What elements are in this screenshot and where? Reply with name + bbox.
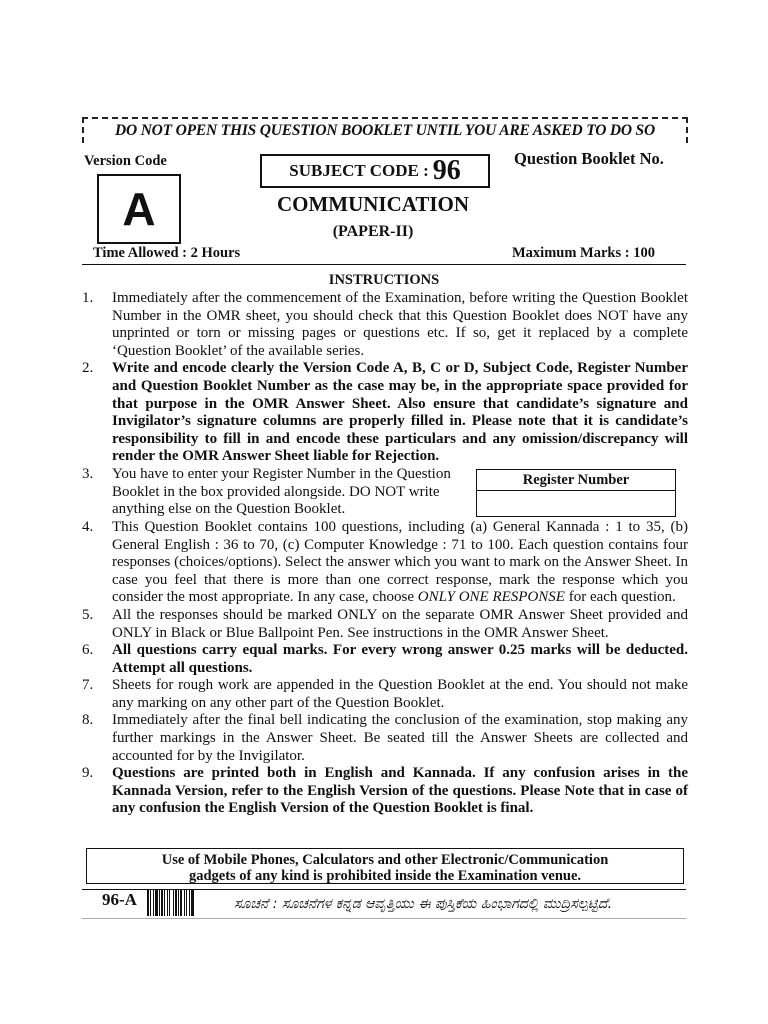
instructions-list <box>82 290 688 818</box>
instruction-item: 4. This Question Booklet contains 100 questions, including (a) General Kannada : 1 to 35, (b) General English : 36 to 70, (c) Computer Knowledge : 71 to 100. Each question contains four responses (choices/options). Select the answer which you want to mark on the Answer Sheet. In case you feel that there is more than one correct response, mark the response which you consider the most appropriate. In any case, choose ONLY ONE RESPONSE for each question. <box>82 518 688 606</box>
instruction-item: 7. Sheets for rough work are appended in the Question Booklet at the end. You should not make any marking on any other part of the Question Booklet. <box>82 677 688 711</box>
warning-text: DO NOT OPEN THIS QUESTION BOOKLET UNTIL YOU ARE ASKED TO DO SO <box>115 122 655 139</box>
notice-line: Use of Mobile Phones, Calculators and other Electronic/Communication <box>161 852 609 868</box>
barcode-bar <box>164 890 165 916</box>
barcode-bar <box>161 890 163 916</box>
header-divider <box>82 264 686 265</box>
register-number-label: Register Number <box>477 470 675 491</box>
subject-code-box <box>260 154 490 188</box>
notice-box <box>86 848 684 884</box>
instruction-item: 3. You have to enter your Register Number in the Question Booklet in the box provided alongside. DO NOT write anything else on the Question Booklet. <box>82 465 451 518</box>
barcode-bar <box>159 890 160 916</box>
barcode-bar <box>178 890 179 916</box>
instruction-item: 1. Immediately after the commencement of the Examination, before writing the Question Booklet Number in the OMR sheet, you should check that this Question Booklet does NOT have any unprinted or torn or missing pages or questions etc. If so, get it replaced by a complete ‘Question Booklet’ of the available series. <box>82 290 688 359</box>
barcode-icon <box>147 890 229 916</box>
barcode-bar <box>167 890 168 916</box>
notice-line: gadgets of any kind is prohibited inside the Examination venue. <box>188 868 582 884</box>
instruction-item: 8. Immediately after the final bell indicating the conclusion of the examination, stop making any further markings in the Answer Sheet. Be seated till the Answer Sheets are collected and accounted for by the Invigilator. <box>82 712 688 764</box>
barcode-bar <box>155 890 158 916</box>
barcode-bar <box>184 890 185 916</box>
barcode-bar <box>186 890 187 916</box>
kannada-note: ಸೂಚನೆ : ಸೂಚನೆಗಳ ಕನ್ನಡ ಆವೃತ್ತಿಯು ಈ ಪುಸ್ತಿಕೆಯ ಹಿಂಭಾಗದಲ್ಲಿ ಮುದ್ರಿಸಲ್ಪಟ್ಟಿದೆ. <box>234 896 613 912</box>
barcode-bar <box>169 890 170 916</box>
paper-title: COMMUNICATION <box>276 192 470 216</box>
instructions-heading: INSTRUCTIONS <box>328 272 440 288</box>
barcode-bar <box>189 890 190 916</box>
instruction-item: 5. All the responses should be marked ONLY on the separate OMR Answer Sheet provided and ONLY in Black or Blue Ballpoint Pen. See instructions in the OMR Answer Sheet. <box>82 606 688 641</box>
instruction-item: 9. Questions are printed both in English and Kannada. If any confusion arises in the Kannada Version, refer to the English Version of the questions. Please Note that in case of any confusion the English Version of the Question Booklet is final. <box>82 765 688 817</box>
version-code-box: A <box>97 174 181 244</box>
booklet-code-reference: 96-A <box>102 890 137 909</box>
barcode-bar <box>175 890 177 916</box>
barcode-bar <box>191 890 194 916</box>
barcode-bar <box>173 890 174 916</box>
maximum-marks: Maximum Marks : 100 <box>512 245 655 261</box>
time-allowed: Time Allowed : 2 Hours <box>93 245 241 261</box>
barcode-bar <box>180 890 182 916</box>
subject-code-value: 96 <box>432 155 461 186</box>
barcode-bar <box>153 890 154 916</box>
footer-lower-divider <box>82 918 686 919</box>
version-code-label: Version Code <box>84 153 167 169</box>
register-number-box[interactable] <box>476 469 676 517</box>
paper-subtitle: (PAPER-II) <box>332 223 414 240</box>
question-booklet-number-label: Question Booklet No. <box>514 149 664 168</box>
subject-code-label: SUBJECT CODE : <box>289 161 429 180</box>
instruction-item: 6. All questions carry equal marks. For every wrong answer 0.25 marks will be deducted. Attempt all questions. <box>82 642 688 676</box>
barcode-bar <box>147 890 149 916</box>
instruction-item: 2. Write and encode clearly the Version Code A, B, C or D, Subject Code, Register Number and Question Booklet Number as the case may be, in the appropriate space provided for that purpose in the OMR Answer Sheet. Also ensure that candidate’s signature and Invigilator’s signature columns are properly filled in. Please note that it is candidate’s responsibility to fill in and encode these particulars and any omission/discrepancy will render the OMR Answer Sheet liable for Rejection. <box>82 360 688 465</box>
barcode-bar <box>150 890 151 916</box>
